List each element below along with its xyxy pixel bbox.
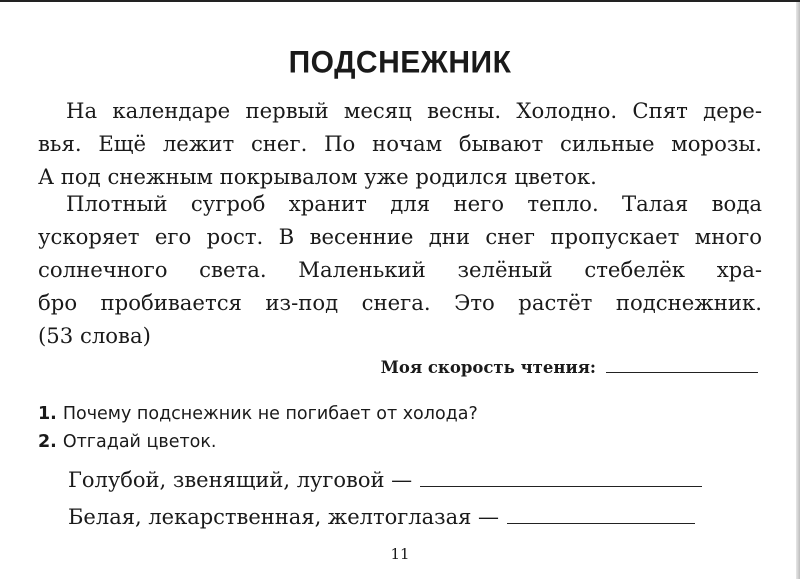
riddle-1-answer-blank[interactable]	[420, 470, 702, 487]
riddle-2-answer-blank[interactable]	[507, 507, 695, 524]
question-text: Почему подснежник не погибает от холода?	[62, 404, 478, 424]
paragraph-2	[38, 187, 762, 352]
question-2	[38, 432, 217, 452]
paragraph-1	[38, 94, 762, 193]
paragraph-line: А под снежным покрывалом уже родился цветок.	[38, 164, 597, 189]
question-number: 2.	[38, 432, 57, 452]
paragraph-line: вья. Ещё лежит снег. По ночам бывают сильные морозы.	[38, 131, 762, 156]
riddle-2	[68, 505, 695, 529]
question-number: 1.	[38, 404, 57, 424]
question-1	[38, 404, 478, 424]
page-title: ПОДСНЕЖНИК	[288, 45, 512, 80]
word-count: (53 слова)	[38, 323, 151, 348]
question-text: Отгадай цветок.	[62, 432, 217, 452]
paragraph-line: ускоряет его рост. В весенние дни снег пропускает много	[38, 224, 762, 249]
paragraph-line: На календаре первый месяц весны. Холодно. Спят дере-	[66, 98, 762, 123]
riddle-1	[68, 468, 702, 492]
paragraph-line: солнечного света. Маленький зелёный стебелёк хра-	[38, 257, 762, 282]
paragraph-line: Плотный сугроб хранит для него тепло. Талая вода	[66, 191, 762, 216]
riddle-text: Голубой, звенящий, луговой —	[68, 468, 413, 492]
riddle-text: Белая, лекарственная, желтоглазая —	[68, 505, 500, 529]
reading-speed-blank[interactable]	[606, 358, 758, 373]
page-edge-shadow	[796, 2, 800, 579]
reading-speed-row	[381, 358, 758, 377]
page-number: 11	[390, 545, 410, 563]
reading-speed-label: Моя скорость чтения:	[380, 358, 596, 377]
paragraph-line: бро пробивается из-под снега. Это растёт подснежник.	[38, 290, 762, 315]
